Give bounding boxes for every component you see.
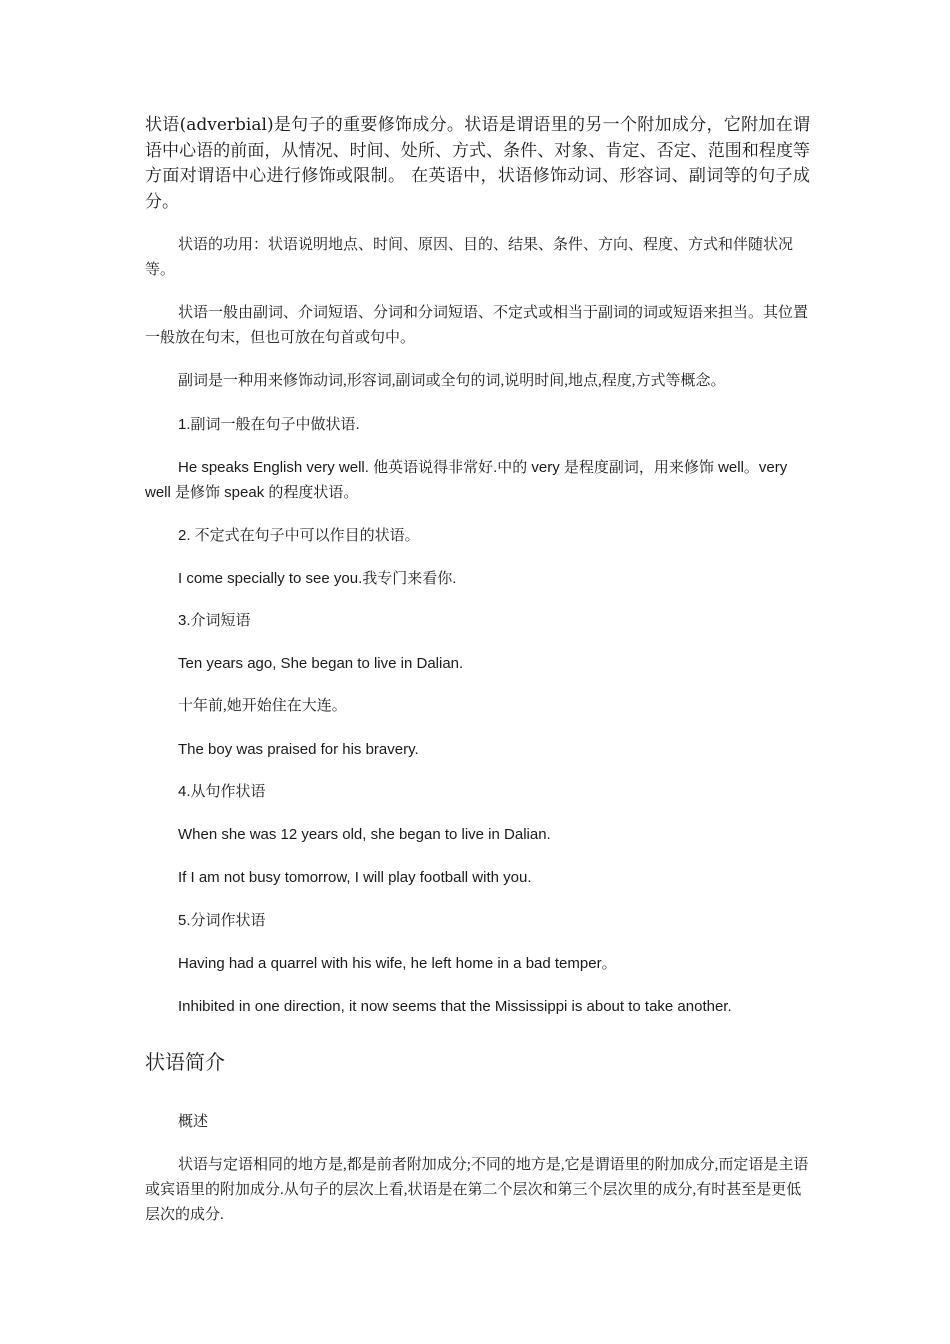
item3-title: 3.介词短语: [178, 612, 251, 629]
function-paragraph: 状语的功用：状语说明地点、时间、原因、目的、结果、条件、方向、程度、方式和伴随状况等。: [145, 237, 794, 278]
section-heading: 状语简介: [145, 1050, 225, 1074]
overview-label: 概述: [178, 1114, 209, 1130]
adverb-definition-paragraph: 副词是一种用来修饰动词,形容词,副词或全句的词,说明时间,地点,程度,方式等概念。: [178, 373, 726, 389]
item3-example-1: Ten years ago, She began to live in Dalian.: [178, 655, 464, 672]
item5-example-2: Inhibited in one direction, it now seems that the Mississippi is about to take another.: [178, 998, 732, 1015]
item2-title: 2. 不定式在句子中可以作目的状语。: [178, 527, 420, 544]
item4-example-1: When she was 12 years old, she began to live in Dalian.: [178, 826, 551, 843]
item3-translation-1: 十年前,她开始住在大连。: [178, 698, 347, 714]
item3-example-2: The boy was praised for his bravery.: [178, 741, 419, 758]
item4-title: 4.从句作状语: [178, 783, 266, 800]
forms-paragraph: 状语一般由副词、介词短语、分词和分词短语、不定式或相当于副词的词或短语来担当。其位置一般放在句末，但也可放在句首或句中。: [145, 305, 809, 346]
item2-example: I come specially to see you.我专门来看你.: [178, 570, 457, 587]
overview-paragraph: 状语与定语相同的地方是,都是前者附加成分;不同的地方是,它是谓语里的附加成分,而定语是主语或宾语里的附加成分.从句子的层次上看,状语是在第二个层次和第三个层次里的成分,有时甚至是更低层次的成分.: [145, 1157, 809, 1223]
item1-example: He speaks English very well. 他英语说得非常好.中的 very 是程度副词，用来修饰 well。very well 是修饰 speak 的程度状语。: [145, 459, 788, 501]
item5-example-1: Having had a quarrel with his wife, he left home in a bad temper。: [178, 955, 617, 972]
item4-example-2: If I am not busy tomorrow, I will play football with you.: [178, 869, 532, 886]
intro-paragraph: 状语(adverbial)是句子的重要修饰成分。状语是谓语里的另一个附加成分，它附加在谓语中心语的前面，从情况、时间、处所、方式、条件、对象、肯定、否定、范围和程度等方面对谓语中心进行修饰或限制。 在英语中，状语修饰动词、形容词、副词等的句子成分。: [145, 115, 810, 212]
item1-title: 1.副词一般在句子中做状语.: [178, 416, 360, 433]
item5-title: 5.分词作状语: [178, 912, 266, 929]
